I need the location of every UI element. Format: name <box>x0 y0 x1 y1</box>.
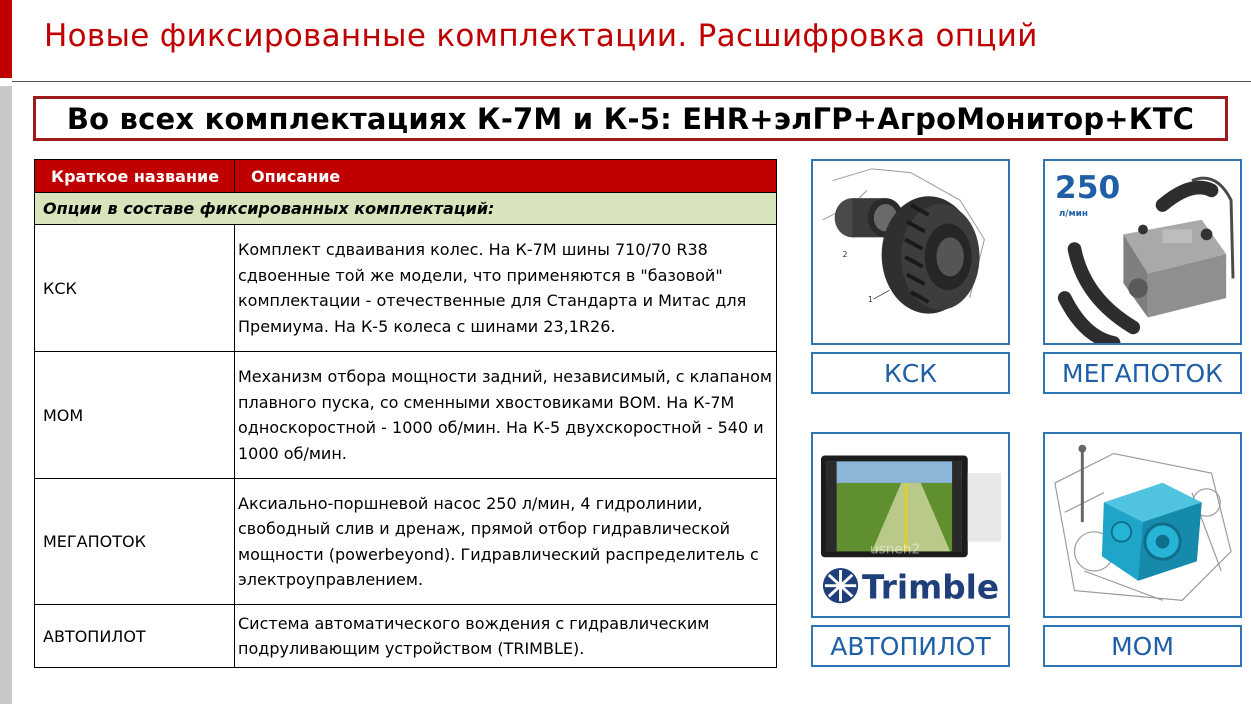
trimble-display-icon <box>813 434 1008 616</box>
mom-label: МОМ <box>1043 625 1242 667</box>
brand-name: Trimble <box>862 567 1000 607</box>
table-row <box>35 352 777 479</box>
side-rail <box>0 86 12 704</box>
title-divider <box>12 81 1251 82</box>
slide-title: Новые фиксированные комплектации. Расшифровка опций <box>44 18 1038 54</box>
ksk-image-card <box>811 159 1010 345</box>
option-description: Система автоматического вождения с гидравлическим подруливающим устройством (TRIMBLE). <box>235 605 777 668</box>
title-accent-bar <box>0 0 12 78</box>
callout-1: 1 <box>867 294 873 304</box>
column-header-description: Описание <box>235 160 777 193</box>
column-header-name: Краткое название <box>35 160 235 193</box>
banner-text: Во всех комплектациях К-7М и К-5: EHR+элГР+АгроМонитор+КТС <box>66 101 1195 136</box>
option-description: Механизм отбора мощности задний, независимый, с клапаном плавного пуска, со сменными хвостовиками ВОМ. На К-7М односкоростной - 1000 об/мин. На К-5 двухскоростной - 540 и 1000 об/мин. <box>235 352 777 479</box>
pto-gearbox-icon <box>1045 434 1240 616</box>
banner <box>33 96 1228 141</box>
option-name: КСК <box>35 225 235 352</box>
option-description: Аксиально-поршневой насос 250 л/мин, 4 гидролинии, свободный слив и дренаж, прямой отбор гидравлической мощности (powerbeyond). Гидравлический распределитель с электроуправлением. <box>235 479 777 605</box>
table-row <box>35 605 777 668</box>
option-name: АВТОПИЛОТ <box>35 605 235 668</box>
options-table <box>34 159 777 668</box>
tire-wheel-icon <box>813 161 1008 343</box>
megapotok-label: МЕГАПОТОК <box>1043 352 1242 394</box>
mom-image-card <box>1043 432 1242 618</box>
megapotok-image-card <box>1043 159 1242 345</box>
callout-2: 2 <box>842 249 848 259</box>
flow-rate-value: 250 <box>1054 170 1121 207</box>
autopilot-label: АВТОПИЛОТ <box>811 625 1010 667</box>
autopilot-image-card <box>811 432 1010 618</box>
section-label: Опции в составе фиксированных комплектаций: <box>35 193 777 225</box>
hydraulic-pump-icon <box>1045 161 1240 343</box>
table-row <box>35 225 777 352</box>
table-header-row <box>35 160 777 193</box>
trimble-logo <box>823 567 999 606</box>
option-name: МЕГАПОТОК <box>35 479 235 605</box>
option-name: МОМ <box>35 352 235 479</box>
watermark-text: usneh2 <box>869 541 921 558</box>
ksk-label: КСК <box>811 352 1010 394</box>
table-row <box>35 479 777 605</box>
table-section-row <box>35 193 777 225</box>
option-description: Комплект сдваивания колес. На К-7М шины 710/70 R38 сдвоенные той же модели, что применяются в "базовой" комплектации - отечественные для Стандарта и Митас для Премиума. На К-5 колеса с шинами 23,1R26. <box>235 225 777 352</box>
flow-rate-unit: л/мин <box>1058 208 1088 219</box>
